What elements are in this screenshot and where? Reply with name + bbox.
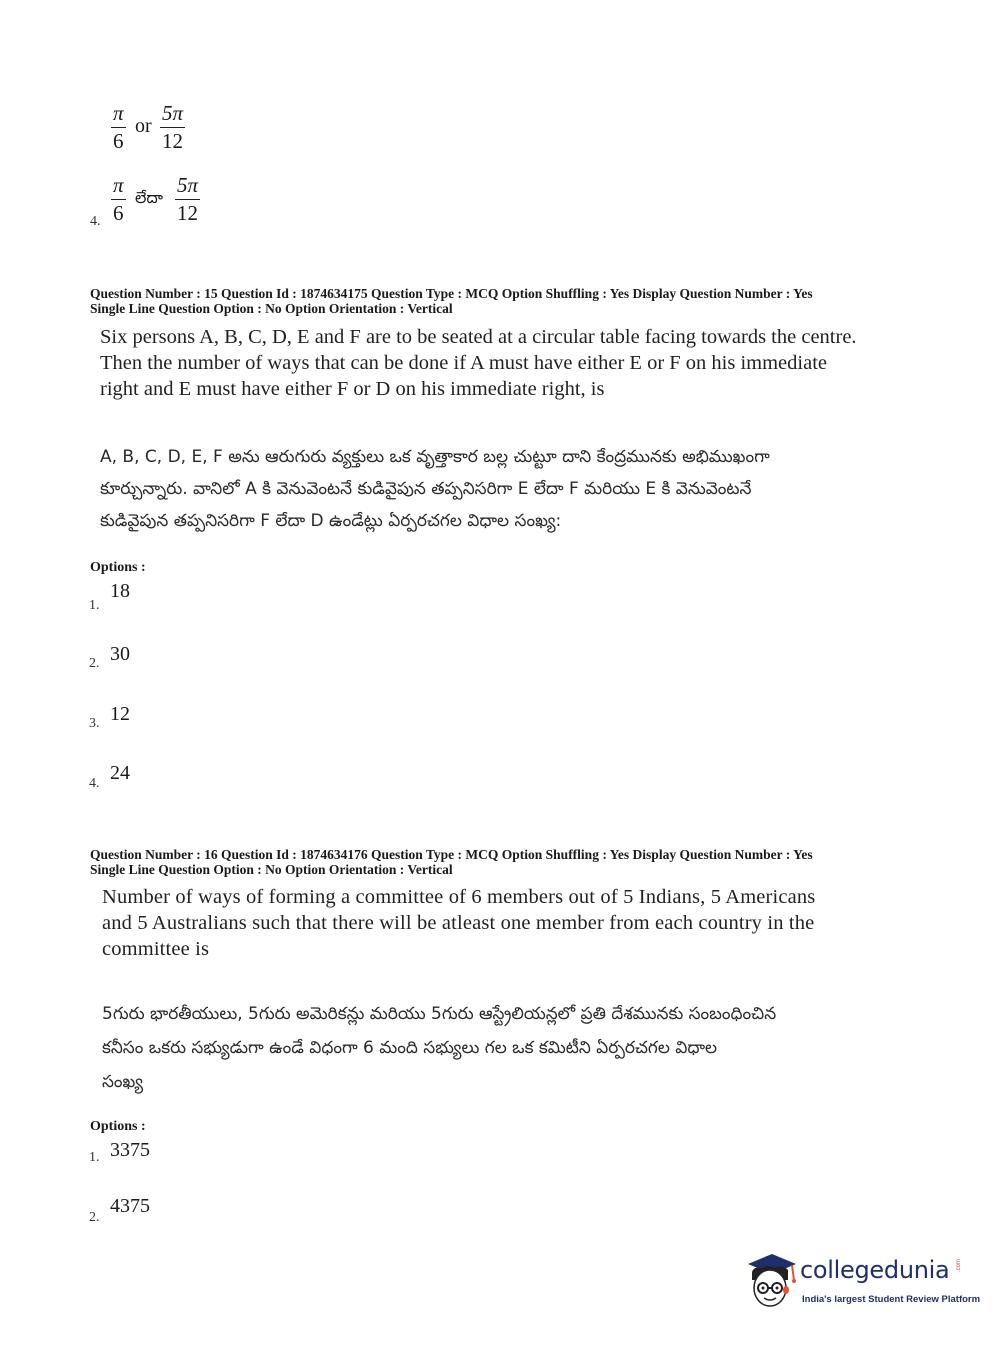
option-value: 30 — [110, 643, 130, 665]
fraction-5pi-over-12-te — [175, 175, 200, 224]
question-text-te — [102, 997, 902, 1099]
question-meta-line-2: Single Line Question Option : No Option Orientation : Vertical — [90, 301, 453, 316]
mascot-icon — [742, 1250, 800, 1312]
fraction-5pi-over-12 — [160, 103, 185, 152]
numerator: 5π — [175, 175, 200, 200]
question-meta-line-1: Question Number : 16 Question Id : 1874634176 Question Type : MCQ Option Shuffling : Yes Display Question Number : Yes — [90, 847, 813, 862]
collegedunia-logo — [742, 1250, 981, 1312]
option-number: 2. — [89, 1210, 100, 1225]
option-value: 18 — [110, 580, 130, 602]
option-value: 4375 — [110, 1195, 150, 1217]
option-value: 3375 — [110, 1139, 150, 1161]
fraction-pi-over-6 — [111, 103, 126, 152]
brand-name: collegedunia — [800, 1256, 950, 1284]
question-text-en — [102, 884, 902, 962]
question-text-en — [100, 324, 900, 402]
question-meta-line-1: Question Number : 15 Question Id : 1874634175 Question Type : MCQ Option Shuffling : Yes Display Question Number : Yes — [90, 286, 813, 301]
text-line: 5గురు భారతీయులు, 5గురు అమెరికన్లు మరియు 5గురు ఆస్ట్రేలియన్లలో ప్రతి దేశమునకు సంబంధించిన — [102, 1004, 777, 1024]
option-number: 1. — [89, 598, 100, 613]
option-number: 4. — [89, 776, 100, 791]
denominator: 6 — [113, 129, 124, 153]
connector-leda: లేదా — [135, 188, 163, 207]
text-line: సంఖ్య — [102, 1072, 143, 1092]
options-label: Options : — [90, 1119, 146, 1134]
text-line: Number of ways of forming a committee of 6 members out of 5 Indians, 5 Americans — [102, 886, 816, 908]
option-value: 24 — [110, 762, 130, 784]
numerator: π — [111, 103, 126, 128]
option-number: 1. — [89, 1150, 100, 1165]
connector-or: or — [135, 115, 152, 137]
option-number: 2. — [89, 656, 100, 671]
text-line: committee is — [102, 938, 210, 960]
text-line: కూర్చున్నారు. వానిలో A కి వెనువెంటనే కుడివైపున తప్పనిసరిగా E లేదా F మరియు E కి వెనువెంటనే — [100, 479, 752, 499]
options-label: Options : — [90, 560, 146, 575]
text-line: A, B, C, D, E, F అను ఆరుగురు వ్యక్తులు ఒక వృత్తాకార బల్ల చుట్టూ దాని కేంద్రమునకు అభిముఖంగా — [100, 447, 770, 467]
denominator: 6 — [113, 201, 124, 225]
fraction-pi-over-6-te — [111, 175, 126, 224]
denominator: 12 — [162, 129, 184, 153]
numerator: π — [111, 175, 126, 200]
question-meta-line-2: Single Line Question Option : No Option Orientation : Vertical — [90, 862, 453, 877]
brand-dotcom: .com — [956, 1258, 962, 1272]
text-line: Then the number of ways that can be done if A must have either E or F on his immediate — [100, 352, 827, 374]
text-line: కనీసం ఒకరు సభ్యుడుగా ఉండే విధంగా 6 మంది సభ్యులు గల ఒక కమిటీని ఏర్పరచగల విధాల — [102, 1038, 718, 1058]
option-value: 12 — [110, 703, 130, 725]
numerator: 5π — [160, 103, 185, 128]
question-text-te — [100, 441, 900, 537]
text-line: and 5 Australians such that there will be atleast one member from each country in the — [102, 912, 815, 934]
text-line: Six persons A, B, C, D, E and F are to be seated at a circular table facing towards the centre. — [100, 326, 857, 348]
brand-tagline: India's largest Student Review Platform — [802, 1294, 981, 1305]
option-number: 4. — [90, 214, 101, 229]
denominator: 12 — [177, 201, 199, 225]
text-line: right and E must have either F or D on his immediate right, is — [100, 378, 605, 400]
text-line: కుడివైపున తప్పనిసరిగా F లేదా D ఉండేట్లు ఏర్పరచగల విధాల సంఖ్య: — [100, 511, 562, 531]
option-number: 3. — [89, 716, 100, 731]
